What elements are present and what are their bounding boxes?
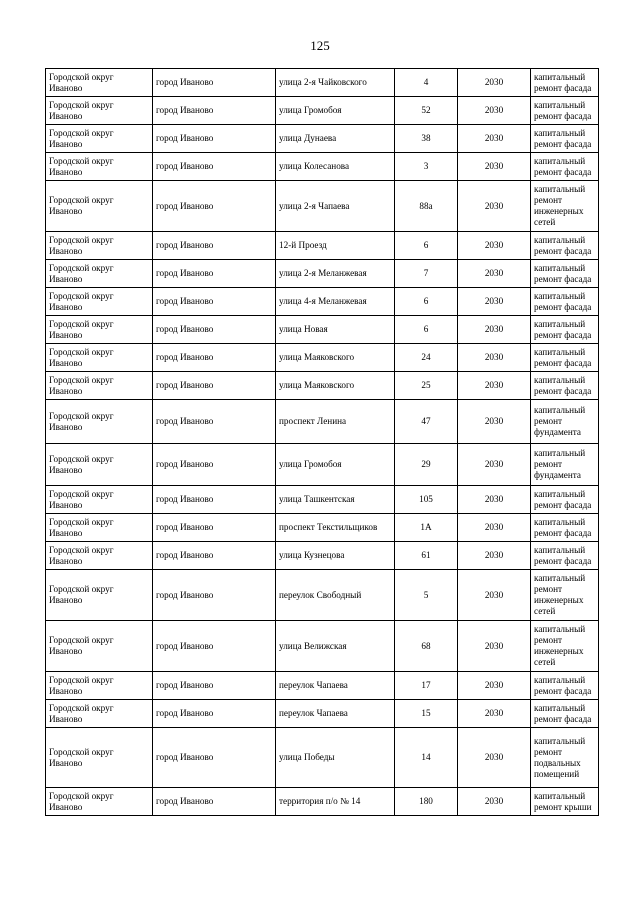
- district-cell: Городской округ Иваново: [46, 700, 153, 728]
- district-cell: Городской округ Иваново: [46, 316, 153, 344]
- street-cell: улица 2-я Чапаева: [276, 181, 395, 232]
- city-cell: город Иваново: [153, 260, 276, 288]
- city-cell: город Иваново: [153, 788, 276, 816]
- street-cell: улица Кузнецова: [276, 542, 395, 570]
- work-type-cell: капитальный ремонт фасада: [531, 288, 599, 316]
- year-cell: 2030: [458, 621, 531, 672]
- district-cell: Городской округ Иваново: [46, 542, 153, 570]
- street-cell: улица 2-я Чайковского: [276, 69, 395, 97]
- district-cell: Городской округ Иваново: [46, 125, 153, 153]
- house-number-cell: 1А: [395, 514, 458, 542]
- house-number-cell: 17: [395, 672, 458, 700]
- repair-schedule-table: [45, 68, 599, 816]
- year-cell: 2030: [458, 181, 531, 232]
- year-cell: 2030: [458, 344, 531, 372]
- city-cell: город Иваново: [153, 444, 276, 486]
- year-cell: 2030: [458, 288, 531, 316]
- street-cell: переулок Свободный: [276, 570, 395, 621]
- house-number-cell: 61: [395, 542, 458, 570]
- work-type-cell: капитальный ремонт фасада: [531, 514, 599, 542]
- house-number-cell: 6: [395, 316, 458, 344]
- street-cell: улица Победы: [276, 728, 395, 788]
- house-number-cell: 180: [395, 788, 458, 816]
- table-row: [46, 672, 599, 700]
- work-type-cell: капитальный ремонт фасада: [531, 344, 599, 372]
- house-number-cell: 6: [395, 232, 458, 260]
- year-cell: 2030: [458, 700, 531, 728]
- street-cell: улица Новая: [276, 316, 395, 344]
- street-cell: проспект Ленина: [276, 400, 395, 444]
- city-cell: город Иваново: [153, 153, 276, 181]
- table-row: [46, 621, 599, 672]
- district-cell: Городской округ Иваново: [46, 344, 153, 372]
- work-type-cell: капитальный ремонт фасада: [531, 486, 599, 514]
- city-cell: город Иваново: [153, 700, 276, 728]
- house-number-cell: 47: [395, 400, 458, 444]
- city-cell: город Иваново: [153, 486, 276, 514]
- work-type-cell: капитальный ремонт фасада: [531, 97, 599, 125]
- house-number-cell: 3: [395, 153, 458, 181]
- page-number: 125: [310, 38, 330, 53]
- house-number-cell: 38: [395, 125, 458, 153]
- year-cell: 2030: [458, 97, 531, 125]
- house-number-cell: 4: [395, 69, 458, 97]
- table-row: [46, 69, 599, 97]
- house-number-cell: 25: [395, 372, 458, 400]
- house-number-cell: 68: [395, 621, 458, 672]
- year-cell: 2030: [458, 672, 531, 700]
- table-row: [46, 570, 599, 621]
- year-cell: 2030: [458, 728, 531, 788]
- year-cell: 2030: [458, 514, 531, 542]
- district-cell: Городской округ Иваново: [46, 232, 153, 260]
- work-type-cell: капитальный ремонт крыши: [531, 788, 599, 816]
- work-type-cell: капитальный ремонт фасада: [531, 316, 599, 344]
- table-row: [46, 288, 599, 316]
- year-cell: 2030: [458, 125, 531, 153]
- city-cell: город Иваново: [153, 400, 276, 444]
- street-cell: переулок Чапаева: [276, 700, 395, 728]
- district-cell: Городской округ Иваново: [46, 444, 153, 486]
- house-number-cell: 88а: [395, 181, 458, 232]
- district-cell: Городской округ Иваново: [46, 570, 153, 621]
- house-number-cell: 7: [395, 260, 458, 288]
- district-cell: Городской округ Иваново: [46, 288, 153, 316]
- district-cell: Городской округ Иваново: [46, 69, 153, 97]
- year-cell: 2030: [458, 316, 531, 344]
- year-cell: 2030: [458, 486, 531, 514]
- table-row: [46, 486, 599, 514]
- city-cell: город Иваново: [153, 316, 276, 344]
- table-row: [46, 181, 599, 232]
- city-cell: город Иваново: [153, 288, 276, 316]
- street-cell: проспект Текстильщиков: [276, 514, 395, 542]
- city-cell: город Иваново: [153, 372, 276, 400]
- work-type-cell: капитальный ремонт фундамента: [531, 444, 599, 486]
- house-number-cell: 105: [395, 486, 458, 514]
- work-type-cell: капитальный ремонт фасада: [531, 125, 599, 153]
- work-type-cell: капитальный ремонт фасада: [531, 153, 599, 181]
- table-body: [46, 69, 599, 816]
- work-type-cell: капитальный ремонт фасада: [531, 542, 599, 570]
- table-row: [46, 514, 599, 542]
- work-type-cell: капитальный ремонт фасада: [531, 372, 599, 400]
- year-cell: 2030: [458, 153, 531, 181]
- city-cell: город Иваново: [153, 344, 276, 372]
- work-type-cell: капитальный ремонт фасада: [531, 672, 599, 700]
- district-cell: Городской округ Иваново: [46, 728, 153, 788]
- street-cell: улица Громобоя: [276, 444, 395, 486]
- district-cell: Городской округ Иваново: [46, 672, 153, 700]
- city-cell: город Иваново: [153, 181, 276, 232]
- street-cell: улица Маяковского: [276, 344, 395, 372]
- work-type-cell: капитальный ремонт фасада: [531, 260, 599, 288]
- district-cell: Городской округ Иваново: [46, 372, 153, 400]
- house-number-cell: 6: [395, 288, 458, 316]
- city-cell: город Иваново: [153, 514, 276, 542]
- year-cell: 2030: [458, 444, 531, 486]
- district-cell: Городской округ Иваново: [46, 621, 153, 672]
- district-cell: Городской округ Иваново: [46, 97, 153, 125]
- city-cell: город Иваново: [153, 728, 276, 788]
- street-cell: территория п/о № 14: [276, 788, 395, 816]
- city-cell: город Иваново: [153, 97, 276, 125]
- year-cell: 2030: [458, 69, 531, 97]
- city-cell: город Иваново: [153, 542, 276, 570]
- table-row: [46, 125, 599, 153]
- street-cell: 12-й Проезд: [276, 232, 395, 260]
- street-cell: улица Ташкентская: [276, 486, 395, 514]
- work-type-cell: капитальный ремонт инженерных сетей: [531, 621, 599, 672]
- work-type-cell: капитальный ремонт фасада: [531, 69, 599, 97]
- table-row: [46, 97, 599, 125]
- district-cell: Городской округ Иваново: [46, 181, 153, 232]
- city-cell: город Иваново: [153, 672, 276, 700]
- district-cell: Городской округ Иваново: [46, 486, 153, 514]
- year-cell: 2030: [458, 788, 531, 816]
- city-cell: город Иваново: [153, 125, 276, 153]
- work-type-cell: капитальный ремонт фундамента: [531, 400, 599, 444]
- city-cell: город Иваново: [153, 621, 276, 672]
- table-row: [46, 232, 599, 260]
- street-cell: улица Дунаева: [276, 125, 395, 153]
- table-row: [46, 728, 599, 788]
- year-cell: 2030: [458, 372, 531, 400]
- work-type-cell: капитальный ремонт инженерных сетей: [531, 570, 599, 621]
- table-row: [46, 542, 599, 570]
- district-cell: Городской округ Иваново: [46, 400, 153, 444]
- district-cell: Городской округ Иваново: [46, 153, 153, 181]
- year-cell: 2030: [458, 260, 531, 288]
- table-row: [46, 316, 599, 344]
- work-type-cell: капитальный ремонт подвальных помещений: [531, 728, 599, 788]
- house-number-cell: 52: [395, 97, 458, 125]
- street-cell: улица Громобоя: [276, 97, 395, 125]
- city-cell: город Иваново: [153, 570, 276, 621]
- house-number-cell: 24: [395, 344, 458, 372]
- house-number-cell: 29: [395, 444, 458, 486]
- district-cell: Городской округ Иваново: [46, 788, 153, 816]
- table-row: [46, 153, 599, 181]
- street-cell: переулок Чапаева: [276, 672, 395, 700]
- table-row: [46, 344, 599, 372]
- work-type-cell: капитальный ремонт инженерных сетей: [531, 181, 599, 232]
- table-row: [46, 700, 599, 728]
- work-type-cell: капитальный ремонт фасада: [531, 700, 599, 728]
- district-cell: Городской округ Иваново: [46, 260, 153, 288]
- work-type-cell: капитальный ремонт фасада: [531, 232, 599, 260]
- street-cell: улица Колесанова: [276, 153, 395, 181]
- house-number-cell: 15: [395, 700, 458, 728]
- year-cell: 2030: [458, 400, 531, 444]
- street-cell: улица Велижская: [276, 621, 395, 672]
- table-row: [46, 788, 599, 816]
- district-cell: Городской округ Иваново: [46, 514, 153, 542]
- city-cell: город Иваново: [153, 232, 276, 260]
- house-number-cell: 5: [395, 570, 458, 621]
- table-row: [46, 260, 599, 288]
- street-cell: улица Маяковского: [276, 372, 395, 400]
- table-row: [46, 400, 599, 444]
- street-cell: улица 4-я Меланжевая: [276, 288, 395, 316]
- year-cell: 2030: [458, 232, 531, 260]
- city-cell: город Иваново: [153, 69, 276, 97]
- table-row: [46, 444, 599, 486]
- house-number-cell: 14: [395, 728, 458, 788]
- table-row: [46, 372, 599, 400]
- street-cell: улица 2-я Меланжевая: [276, 260, 395, 288]
- year-cell: 2030: [458, 570, 531, 621]
- year-cell: 2030: [458, 542, 531, 570]
